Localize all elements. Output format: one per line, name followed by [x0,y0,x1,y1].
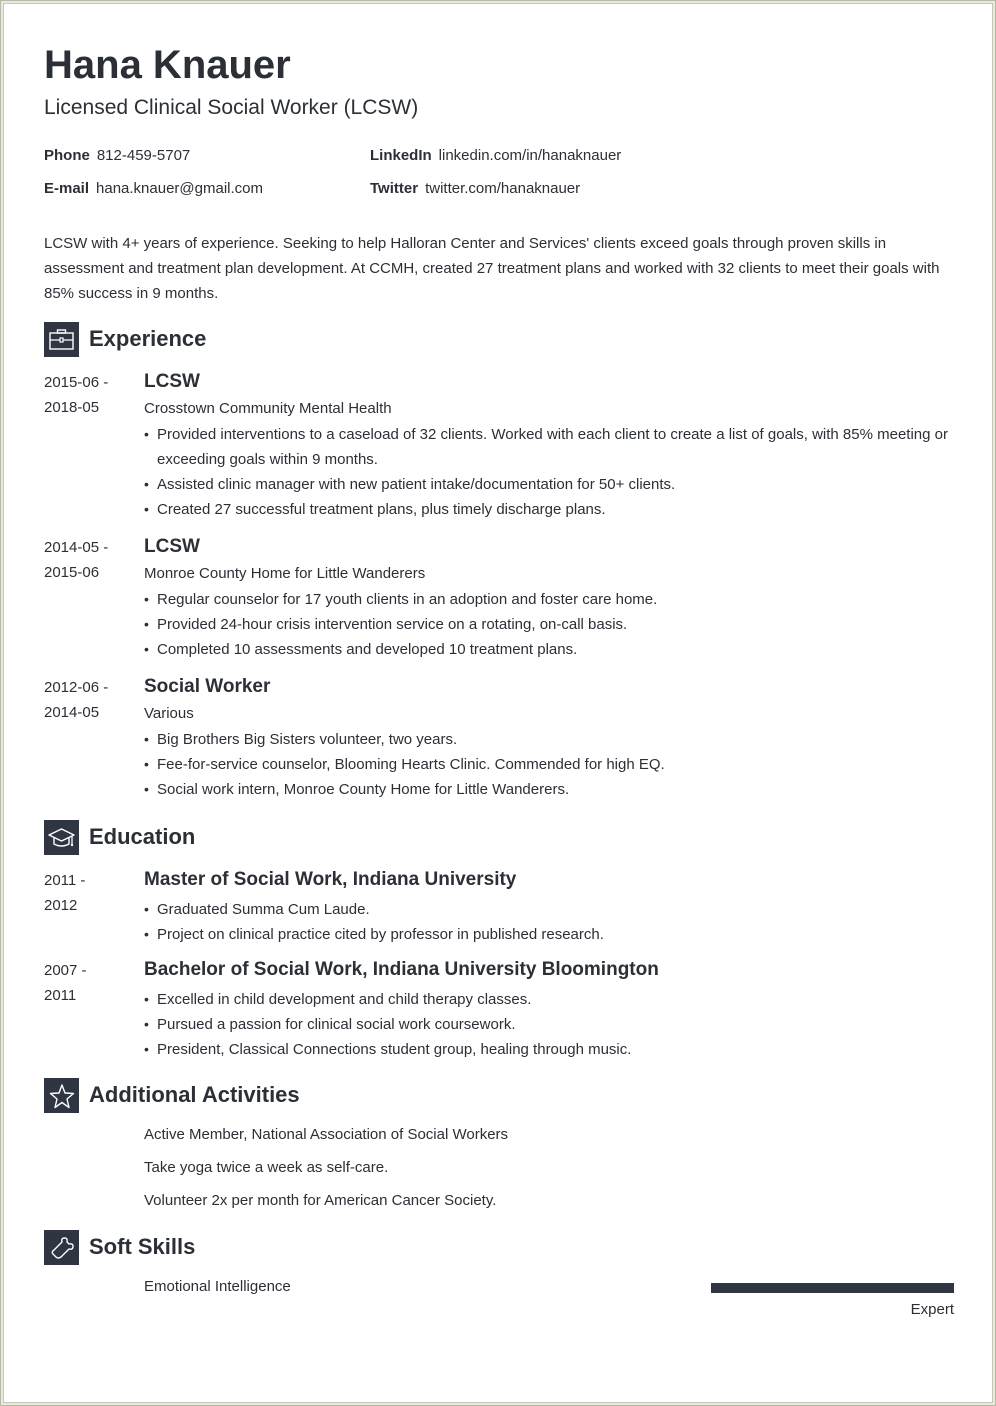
edu-bullet: • Graduated Summa Cum Laude. [144,897,954,922]
job-bullets [144,422,954,522]
edu-date [44,868,124,918]
job-bullets [144,587,954,662]
summary-paragraph: LCSW with 4+ years of experience. Seeking to help Halloran Center and Services' clients exceed goals through proven skills in assessment and treatment plan development. At CCMH, created 27 treatment plans and worked with 32 clients to meet their goals with 85% success in 9 months. [44,235,940,302]
activity-item: Volunteer 2x per month for American Cancer Society. [144,1192,497,1209]
contact-phone [44,146,190,166]
job-bullet: • Fee-for-service counselor, Blooming Hearts Clinic. Commended for high EQ. [144,752,954,777]
edu-bullets [144,897,954,947]
edu-date-end: 2012 [44,897,78,914]
activity-item: Take yoga twice a week as self-care. [144,1159,389,1176]
edu-bullet: • Project on clinical practice cited by professor in published research. [144,922,954,947]
job-bullet: • Completed 10 assessments and developed 10 treatment plans. [144,637,954,662]
edu-date [44,958,124,1008]
experience-heading: Experience [89,326,207,351]
job-org: Monroe County Home for Little Wanderers [144,565,426,582]
job-bullets [144,727,954,802]
puzzle-icon [44,1230,79,1265]
job-bullet: • Big Brothers Big Sisters volunteer, two years. [144,727,954,752]
job-bullet: • Provided 24-hour crisis intervention service on a rotating, on-call basis. [144,612,954,637]
job-bullet: • Assisted clinic manager with new patient intake/documentation for 50+ clients. [144,472,954,497]
briefcase-icon [44,322,79,357]
star-icon [44,1078,79,1113]
phone-value: 812-459-5707 [96,147,191,164]
skill-level-bar [711,1283,954,1293]
edu-degree: Master of Social Work, Indiana University [144,869,517,890]
job-role: Social Worker [144,676,271,697]
job-date-end: 2018-05 [44,399,100,416]
job-entry [144,369,954,522]
contact-email [44,179,263,199]
email-value: hana.knauer@gmail.com [96,180,263,197]
linkedin-label: LinkedIn [370,147,432,164]
job-entry [144,674,954,802]
job-date-end: 2015-06 [44,564,100,581]
edu-degree: Bachelor of Social Work, Indiana University Bloomington [144,959,659,980]
job-date-start: 2012-06 - [44,679,109,696]
edu-entry [144,957,954,1062]
edu-bullet: • Pursued a passion for clinical social work coursework. [144,1012,954,1037]
job-date [44,370,124,420]
soft-skills-heading: Soft Skills [89,1234,196,1259]
job-date-start: 2015-06 - [44,374,109,391]
edu-date-start: 2007 - [44,962,87,979]
edu-date-end: 2011 [44,987,77,1004]
skill-name: Emotional Intelligence [144,1278,291,1295]
job-date [44,675,124,725]
job-org: Crosstown Community Mental Health [144,400,392,417]
candidate-title: Licensed Clinical Social Worker (LCSW) [44,96,419,119]
job-date [44,535,124,585]
twitter-label: Twitter [370,180,419,197]
edu-date-start: 2011 - [44,872,86,889]
job-bullet: • Social work intern, Monroe County Home for Little Wanderers. [144,777,954,802]
phone-label: Phone [44,147,90,164]
job-role: LCSW [144,536,200,557]
job-entry [144,534,954,662]
twitter-value: twitter.com/hanaknauer [425,180,581,197]
email-label: E-mail [44,180,90,197]
job-bullet: • Regular counselor for 17 youth clients in an adoption and foster care home. [144,587,954,612]
edu-bullet: • President, Classical Connections student group, healing through music. [144,1037,954,1062]
education-heading: Education [89,824,196,849]
edu-bullet: • Excelled in child development and child therapy classes. [144,987,954,1012]
contact-twitter [370,179,580,199]
edu-entry [144,867,954,947]
linkedin-value: linkedin.com/in/hanaknauer [438,147,622,164]
activities-heading: Additional Activities [89,1082,300,1107]
candidate-name: Hana Knauer [44,43,291,87]
contact-linkedin [370,146,621,166]
graduation-cap-icon [44,820,79,855]
job-bullet: • Created 27 successful treatment plans, plus timely discharge plans. [144,497,954,522]
activity-item: Active Member, National Association of Social Workers [144,1126,509,1143]
job-date-end: 2014-05 [44,704,100,721]
job-role: LCSW [144,371,200,392]
edu-bullets [144,987,954,1062]
skill-level-label: Expert [910,1301,954,1318]
job-bullet: • Provided interventions to a caseload of 32 clients. Worked with each client to create a list of goals, with 85% meeting or exceeding goals within 9 months. [144,422,954,472]
job-date-start: 2014-05 - [44,539,109,556]
job-org: Various [144,705,194,722]
